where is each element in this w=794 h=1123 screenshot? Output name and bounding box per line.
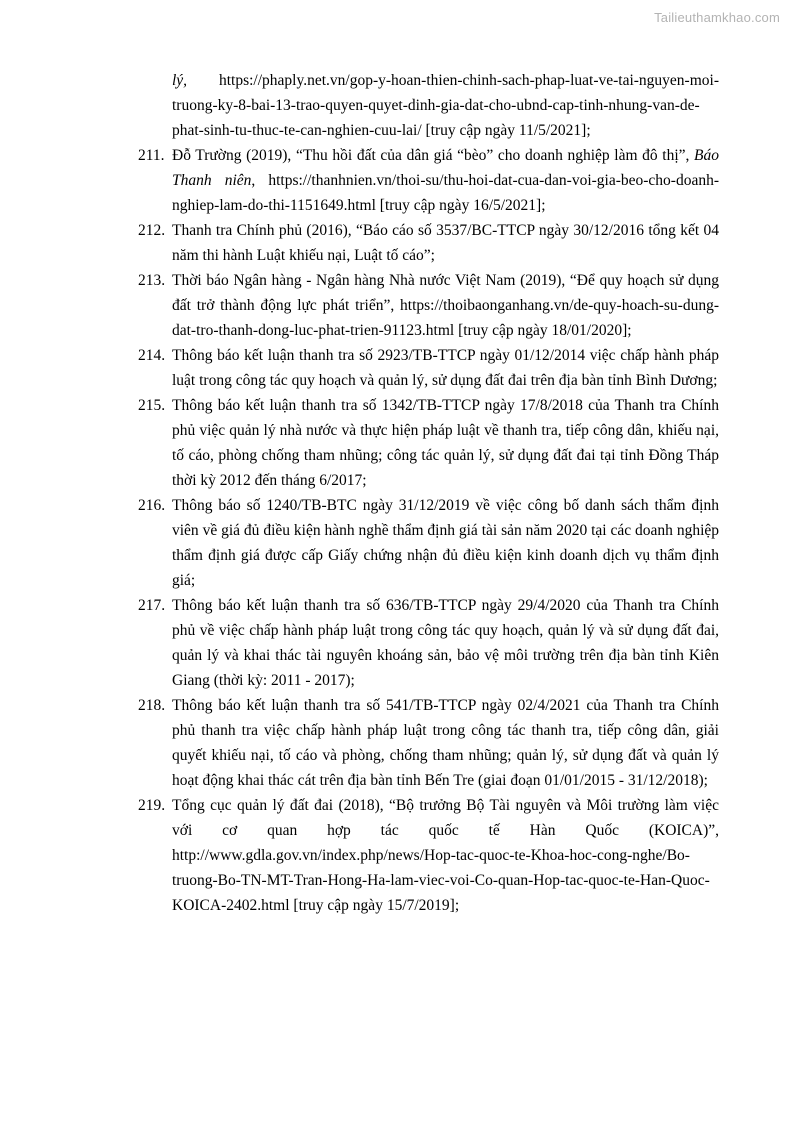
reference-text-segment: Tổng cục quản lý đất đai (2018), “Bộ trưởng Bộ Tài nguyên và Môi trường làm việc với cơ quan hợp tác quốc tế Hàn Quốc (KOICA)”, bbox=[172, 797, 719, 839]
reference-text-segment: Thông báo kết luận thanh tra số 1342/TB-TTCP ngày 17/8/2018 của Thanh tra Chính phủ việc quản lý nhà nước và thực hiện pháp luật về thanh tra, tiếp công dân, khiếu nại, tố cáo, phòng chống tham nhũng; công tác quản lý, sử dụng đất đai tại tỉnh Đồng Tháp thời kỳ 2012 đến tháng 6/2017; bbox=[172, 397, 719, 489]
reference-text-segment: [truy cập ngày 16/5/2021]; bbox=[375, 197, 546, 214]
reference-item bbox=[138, 393, 719, 493]
reference-number: 216. bbox=[138, 497, 166, 514]
reference-number: 212. bbox=[138, 222, 166, 239]
reference-text-segment: [truy cập ngày 15/7/2019]; bbox=[289, 897, 460, 914]
reference-text-segment: [truy cập ngày 18/01/2020]; bbox=[454, 322, 632, 339]
reference-item bbox=[138, 68, 719, 143]
reference-text-segment: Thời báo Ngân hàng - Ngân hàng Nhà nước Việt Nam (2019), “Để quy hoạch sử dụng đất trở thành động lực phát triển”, bbox=[172, 272, 719, 314]
reference-text-segment: Thông báo kết luận thanh tra số 2923/TB-TTCP ngày 01/12/2014 việc chấp hành pháp luật trong công tác quy hoạch và quản lý, sử dụng đất đai trên địa bàn tỉnh Bình Dương; bbox=[172, 347, 719, 389]
reference-text bbox=[172, 147, 719, 214]
reference-text-segment: Thông báo kết luận thanh tra số 636/TB-TTCP ngày 29/4/2020 của Thanh tra Chính phủ về việc chấp hành pháp luật trong công tác quy hoạch, quản lý và sử dụng đất đai, quản lý và khai thác tài nguyên khoáng sản, bảo vệ môi trường trên địa bàn tỉnh Kiên Giang (thời kỳ: 2011 - 2017); bbox=[172, 597, 719, 689]
reference-text bbox=[172, 797, 719, 914]
reference-url: http://www.gdla.gov.vn/index.php/news/Hop-tac-quoc-te-Khoa-hoc-cong-nghe/Bo-truong-Bo-TN-MT-Tran-Hong-Ha-lam-viec-voi-Co-quan-Hop-tac-quoc-te-Han-Quoc-KOICA-2402.html bbox=[172, 847, 710, 914]
reference-item bbox=[138, 493, 719, 593]
reference-number: 214. bbox=[138, 347, 166, 364]
reference-text bbox=[172, 272, 719, 339]
reference-text-segment: Thông báo kết luận thanh tra số 541/TB-TTCP ngày 02/4/2021 của Thanh tra Chính phủ thanh tra việc chấp hành pháp luật trong công tác thanh tra, tiếp công dân, giải quyết khiếu nại, tố cáo và phòng, chống tham nhũng; quản lý, sử dụng đất và quản lý hoạt động khai thác cát trên địa bàn tỉnh Bến Tre (giai đoạn 01/01/2015 - 31/12/2018); bbox=[172, 697, 719, 789]
reference-text-segment: , bbox=[251, 172, 269, 189]
reference-item bbox=[138, 593, 719, 693]
reference-item bbox=[138, 218, 719, 268]
reference-item bbox=[138, 343, 719, 393]
reference-text-segment: Báo Thanh niên bbox=[172, 147, 719, 189]
reference-text bbox=[172, 72, 719, 139]
reference-item bbox=[138, 268, 719, 343]
reference-text-segment: Thông báo số 1240/TB-BTC ngày 31/12/2019 về việc công bố danh sách thẩm định viên về giá đủ điều kiện hành nghề thẩm định giá tài sản năm 2020 tại các doanh nghiệp thẩm định giá được cấp Giấy chứng nhận đủ điều kiện kinh doanh dịch vụ thẩm định giá; bbox=[172, 497, 719, 589]
reference-number: 211. bbox=[138, 147, 165, 164]
reference-item bbox=[138, 693, 719, 793]
reference-number: 219. bbox=[138, 797, 166, 814]
reference-number: 217. bbox=[138, 597, 166, 614]
reference-url: https://thanhnien.vn/thoi-su/thu-hoi-dat-cua-dan-voi-gia-beo-cho-doanh-nghiep-lam-do-thi-1151649.html bbox=[172, 172, 720, 214]
reference-list bbox=[138, 68, 719, 918]
reference-url: https://phaply.net.vn/gop-y-hoan-thien-chinh-sach-phap-luat-ve-tai-nguyen-moi-truong-ky-8-bai-13-trao-quyen-quyet-dinh-gia-dat-cho-ubnd-cap-tinh-nhung-van-de-phat-sinh-tu-thuc-te-can-nghien-cuu-lai/ bbox=[172, 72, 719, 139]
reference-text bbox=[172, 497, 719, 589]
reference-text-segment: [truy cập ngày 11/5/2021]; bbox=[421, 122, 591, 139]
reference-number: 213. bbox=[138, 272, 166, 289]
reference-url: https://thoibaonganhang.vn/de-quy-hoach-su-dung-dat-tro-thanh-dong-luc-phat-trien-91123.html bbox=[172, 297, 719, 339]
reference-text bbox=[172, 347, 719, 389]
reference-text-segment bbox=[187, 72, 219, 89]
reference-item bbox=[138, 793, 719, 918]
reference-text bbox=[172, 697, 719, 789]
reference-text bbox=[172, 597, 719, 689]
reference-text-segment: Thanh tra Chính phủ (2016), “Báo cáo số 3537/BC-TTCP ngày 30/12/2016 tổng kết 04 năm thi hành Luật khiếu nại, Luật tố cáo”; bbox=[172, 222, 719, 264]
reference-number: 218. bbox=[138, 697, 166, 714]
reference-text bbox=[172, 222, 719, 264]
reference-number: 215. bbox=[138, 397, 166, 414]
reference-text bbox=[172, 397, 719, 489]
watermark: Tailieuthamkhao.com bbox=[654, 10, 780, 25]
reference-text-segment: Đỗ Trường (2019), “Thu hồi đất của dân giá “bèo” cho doanh nghiệp làm đô thị”, bbox=[172, 147, 695, 164]
reference-item bbox=[138, 143, 719, 218]
reference-text-segment: lý, bbox=[172, 72, 188, 89]
